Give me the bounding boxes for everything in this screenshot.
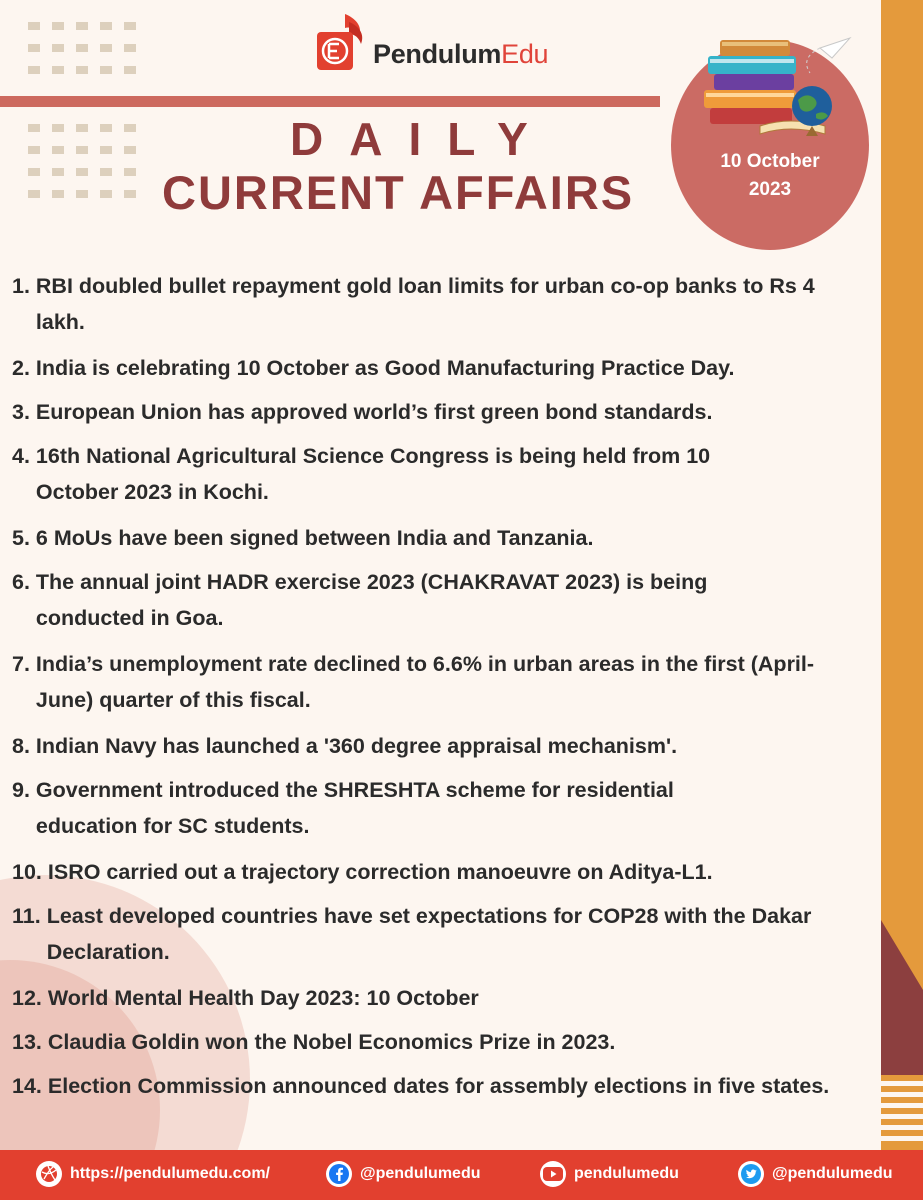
youtube-icon	[540, 1161, 566, 1187]
list-item	[12, 564, 862, 636]
globe-icon	[36, 1161, 62, 1187]
facebook-icon	[326, 1161, 352, 1187]
list-item-number: 8.	[12, 734, 36, 758]
list-item-text: Government introduced the SHRESHTA scheme for residential education for SC students.	[35, 778, 674, 838]
right-decor-stripes	[881, 1075, 923, 1145]
decor-dots-middle	[28, 124, 136, 198]
list-item-text: World Mental Health Day 2023: 10 October	[47, 986, 479, 1010]
list-item-number: 13.	[12, 1030, 48, 1054]
brand-logo	[315, 8, 548, 72]
footer-youtube-link[interactable]	[540, 1161, 679, 1187]
brand-name-accent: Edu	[501, 39, 549, 69]
list-item	[12, 438, 862, 510]
list-item-text: Election Commission announced dates for assembly elections in five states.	[47, 1074, 830, 1098]
list-item-number: 12.	[12, 986, 48, 1010]
list-item-number: 10.	[12, 860, 48, 884]
footer-website-text: https://pendulumedu.com/	[70, 1165, 270, 1182]
list-item	[12, 1024, 862, 1060]
list-item	[12, 520, 862, 556]
list-item-text: India’s unemployment rate declined to 6.6% in urban areas in the first (April-June) quarter of this fiscal.	[35, 652, 815, 712]
list-item-text: The annual joint HADR exercise 2023 (CHAKRAVAT 2023) is being conducted in Goa.	[35, 570, 708, 630]
list-item-text: Indian Navy has launched a '360 degree appraisal mechanism'.	[35, 734, 678, 758]
list-item	[12, 854, 862, 890]
list-item	[12, 980, 862, 1016]
date-year: 2023	[748, 179, 792, 200]
list-item	[12, 394, 862, 430]
list-item-text: India is celebrating 10 October as Good Manufacturing Practice Day.	[35, 356, 735, 380]
list-item	[12, 1068, 862, 1104]
list-item-text: 6 MoUs have been signed between India and Tanzania.	[35, 526, 594, 550]
twitter-icon	[738, 1161, 764, 1187]
list-item-number: 14.	[12, 1074, 48, 1098]
brand-name-main: Pendulum	[373, 39, 502, 69]
list-item-text: European Union has approved world’s first green bond standards.	[35, 400, 713, 424]
list-item	[12, 646, 862, 718]
list-item	[12, 350, 862, 386]
list-item-number: 2.	[12, 356, 36, 380]
header-bar	[0, 96, 660, 107]
list-item	[12, 772, 862, 844]
list-item-number: 4.	[12, 444, 36, 468]
list-item-text: RBI doubled bullet repayment gold loan limits for urban co-op banks to Rs 4 lakh.	[35, 274, 815, 334]
brand-name	[373, 39, 548, 70]
footer-facebook-text: @pendulumedu	[360, 1165, 481, 1182]
list-item-number: 3.	[12, 400, 36, 424]
list-item	[12, 728, 862, 764]
title-current-affairs: CURRENT AFFAIRS	[162, 166, 635, 219]
footer-twitter-text: @pendulumedu	[772, 1165, 893, 1182]
list-item-number: 6.	[12, 570, 36, 594]
footer-bar	[0, 1150, 923, 1200]
list-item-text: ISRO carried out a trajectory correction manoeuvre on Aditya-L1.	[47, 860, 713, 884]
decor-dots-top	[28, 22, 136, 74]
list-item-text: Claudia Goldin won the Nobel Economics Prize in 2023.	[47, 1030, 616, 1054]
date-label	[671, 148, 869, 204]
footer-facebook-link[interactable]	[326, 1161, 480, 1187]
footer-website-link[interactable]	[36, 1161, 270, 1187]
list-item	[12, 898, 862, 970]
list-item-number: 5.	[12, 526, 36, 550]
footer-youtube-text: pendulumedu	[574, 1165, 679, 1182]
list-item-number: 11.	[12, 904, 47, 928]
pendulum-logo-icon	[315, 12, 369, 72]
list-item-text: Least developed countries have set expectations for COP28 with the Dakar Declaration.	[46, 904, 812, 964]
books-globe-icon	[700, 18, 860, 143]
list-item-number: 1.	[12, 274, 36, 298]
footer-twitter-link[interactable]	[738, 1161, 892, 1187]
date-day-month: 10 October	[720, 151, 820, 172]
list-item-number: 7.	[12, 652, 36, 676]
title-daily: DAILY	[290, 113, 554, 165]
list-item-number: 9.	[12, 778, 36, 802]
list-item	[12, 268, 862, 340]
list-item-text: 16th National Agricultural Science Congress is being held from 10 October 2023 in Kochi.	[35, 444, 711, 504]
